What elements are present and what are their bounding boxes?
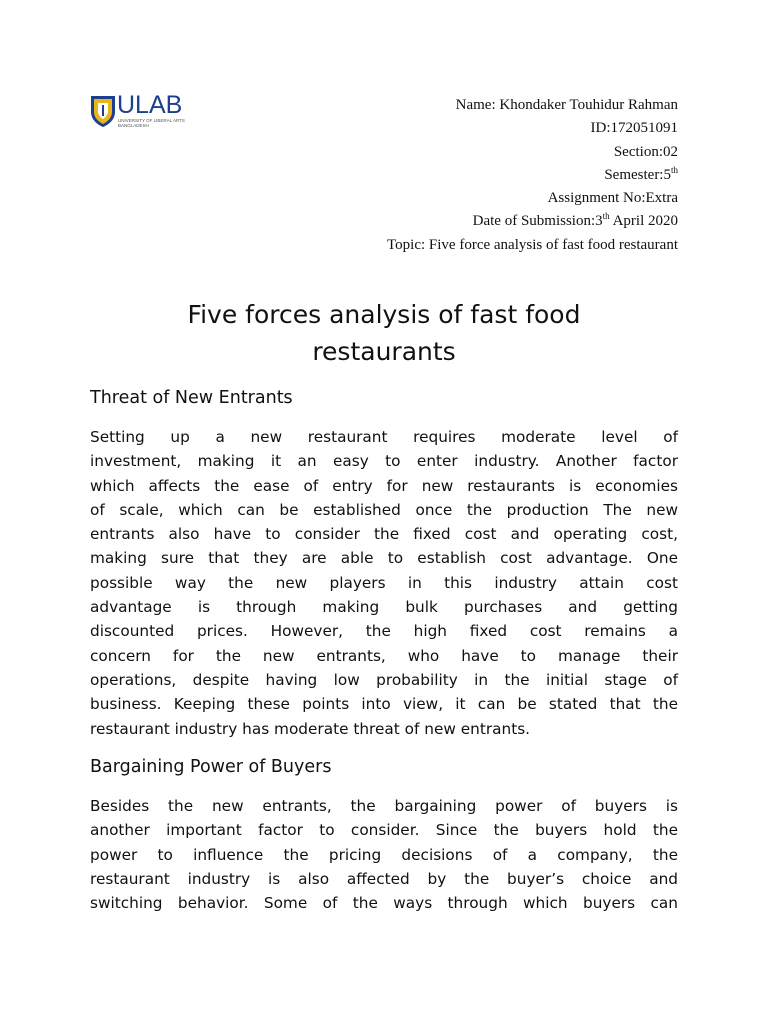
date-sup: th [602,211,610,222]
semester-text: Semester:5 [604,166,671,183]
title-line-2: restaurants [312,337,456,366]
submission-date [387,210,678,233]
paragraph-line: possible way the new players in this industry attain cost [90,573,678,592]
semester [387,164,678,187]
paragraph-line: advantage is through making bulk purchases and getting [90,598,678,617]
paragraph-line: power to influence the pricing decisions of a company, the [90,845,678,864]
ulab-logo [90,92,195,132]
paragraph-line: Besides the new entrants, the bargaining power of buyers is [90,797,678,815]
paragraph-line: restaurant industry has moderate threat of new entrants. [90,719,531,738]
submission-info [387,94,678,257]
shield-icon [90,94,116,128]
logo-subtitle: UNIVERSITY OF LIBERAL ARTS BANGLADESH [118,118,185,128]
logo-wordmark: ULAB [117,91,183,119]
paragraph-line: switching behavior. Some of the ways through which buyers can [90,894,678,913]
paragraph-line: another important factor to consider. Since the buyers hold the [90,821,678,840]
student-name: Name: Khondaker Touhidur Rahman [455,97,678,113]
paragraph-buyers [90,794,678,915]
title-line-1: Five forces analysis of fast food [187,300,581,329]
paragraph-line: Setting up a new restaurant requires moderate level of [90,428,678,446]
paragraph-line: which affects the ease of entry for new restaurants is economies [90,476,678,495]
paragraph-line: business. Keeping these points into view, it can be stated that the [90,695,678,714]
section-heading-new-entrants: Threat of New Entrants [90,388,293,408]
paragraph-line: concern for the new entrants, who have to manage their [90,646,678,665]
paragraph-line: restaurant industry is also affected by the buyer’s choice and [90,869,678,888]
date-prefix: Date of Submission:3 [472,213,603,230]
paragraph-line: making sure that they are able to establish cost advantage. One [90,549,678,568]
student-id: ID:172051091 [590,120,678,137]
topic: Topic: Five force analysis of fast food restaurant [387,236,678,253]
paragraph-line: of scale, which can be established once the production The new [90,500,678,519]
paragraph-line: discounted prices. However, the high fixed cost remains a [90,622,678,641]
paragraph-new-entrants [90,425,678,741]
paragraph-line: entrants also have to consider the fixed cost and operating cost, [90,525,678,544]
date-suffix: April 2020 [609,213,678,230]
section: Section:02 [613,143,678,160]
page-title [90,296,678,370]
assignment-no: Assignment No:Extra [547,190,678,207]
semester-sup: th [670,164,678,175]
section-heading-buyers: Bargaining Power of Buyers [90,757,332,777]
paragraph-line: operations, despite having low probability in the initial stage of [90,670,678,689]
paragraph-line: investment, making it an easy to enter industry. Another factor [90,452,678,471]
